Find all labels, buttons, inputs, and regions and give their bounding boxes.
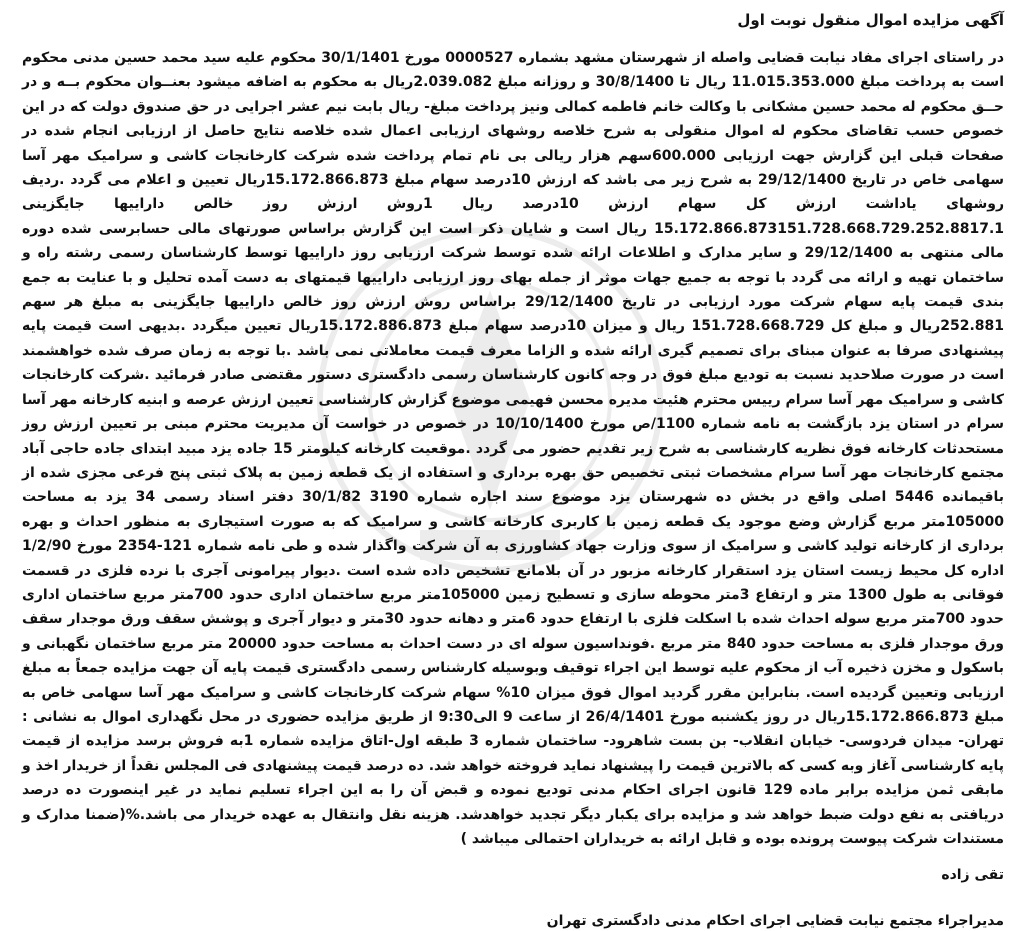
signer-name: تقی زاده (941, 867, 1004, 884)
notice-title: آگهی مزایده اموال منقول نوبت اول (737, 11, 1004, 29)
signer-title: مدیراجراء مجتمع نیابت قضایی اجرای احکام مدنی دادگستری تهران (546, 913, 1004, 930)
notice-body: در راستای اجرای مفاد نیابت قضایی واصله از شهرستان مشهد بشماره 0000527 مورخ 30/1/1401 محکوم علیه سید محمد حسین مدنی محکوم است به پرداخت مبلغ 11.015.353.000 ریال تا 30/8/1400 و روزانه مبلغ 2.039.082ریال به محکوم به اضافه میشود بعنــوان محکوم بــه و در حــق محکوم له محمد حسین مشکانی با وکالت خانم فاطمه کمالی ونیز پرداخت مبلغ- ریال بابت نیم عشر اجرایی در حق صندوق دولت که در این خصوص حسب تقاضای محکوم له اموال منقولی به شرح خلاصه روشهای ارزیابی اعمال شده خلاصه نتایج حاصل از ارزیابی انجام شده در صفحات قبلی این گزارش جهت ارزیابی 600.000سهم هزار ریالی بی نام تمام پرداخت شده شرکت کارخانجات کاشی و سرامیک مهر آسا سهامی خاص در تاریخ 29/12/1400 به شرح زیر می باشد که ارزش 10درصد سهام مبلغ 15.172.866.873ریال تعیین و اعلام می گردد .ردیف روشهای یاداشت ارزش کل سهام ارزش 10درصد ریال 1روش ارزش روز خالص داراییها جایگزینی 15.172.866.873151.728.668.729.252.8817.1 ریال است و شایان ذکر است این گزارش براساس صورتهای مالی حسابرسی شده دوره مالی منتهی به 29/12/1400 و سایر مدارک و اطلاعات ارائه شده توسط شرکت ارزیابی روز داراییها توسط کارشناسان رسمی رشته راه و ساختمان تهیه و ارائه می گردد با توجه به جمیع جهات موثر از جمله بهای روز ارزیابی داراییها قیمتهای به دست آمده تحلیل و با عنایت به جمع بندی قیمت پایه سهام شرکت مورد ارزیابی در تاریخ 29/12/1400 براساس روش ارزش روز خالص داراییها جایگزینی به مبلغ هر سهم 252.881ریال و مبلغ کل 151.728.668.729 ریال و میزان 10درصد سهام مبلغ 15.172.886.873ریال تعیین میگردد .بدیهی است قیمت پایه پیشنهادی صرفا به عنوان مبنای برای تصمیم گیری ارائه شده و الزاما معرف قیمت معاملاتی نمی باشد .با توجه به زمان صرف شده خواهشمند است در صورت صلاحدید نسبت به تودیع مبلغ فوق در وجه کانون کارشناسان رسمی دادگستری دستور مقتضی صادر فرمائید .شرکت کارخانجات کاشی و سرامیک مهر آسا سرام رییس محترم هئیت مدیره محسن فهیمی موضوع گزارش کارشناسی تعیین ارزش عرصه و ابنیه کارخانه مهر آسا سرام در استان یزد بازگشت به نامه شماره 1100/ص مورخ 10/10/1400 در خصوص در خواست آن مدیریت محترم مبنی بر تعیین ارزش روز مستحدثات کارخانه فوق نظریه کارشناسی به شرح زیر تقدیم حضور می گردد .موقعیت کارخانه کیلومتر 15 جاده یزد مبید ابتدای جاده حاجی آباد مجتمع کارخانجات مهر آسا سرام مشخصات ثبتی تخصیص حق بهره برداری و استفاده از یک قطعه زمین به پلاک ثبتی پنج فرعی مجزی شده از باقیمانده 5446 اصلی واقع در بخش ده شهرستان یزد موضوع سند اجاره شماره 3190 30/1/82 دفتر اسناد رسمی 34 یزد به مساحت 105000متر مربع گزارش وضع موجود یک قطعه زمین با کاربری کارخانه کاشی و سرامیک که به صورت استیجاری به منظور احداث و بهره برداری از کارخانه تولید کاشی و سرامیک از سوی وزارت جهاد کشاورزی به آن شرکت واگذار شده و طی نامه شماره 121-2354 مورخ 1/2/90 اداره کل محیط زیست استان یزد استقرار کارخانه مزبور در آن بلامانع تشخیص داده شده است .دیوار پیرامونی آجری با نرده فلزی در قسمت فوقانی به طول 1300 متر و ارتفاع 3متر محوطه سازی و تسطیح زمین 105000متر مربع ساختمان اداری حدود 700متر مربع ساختمان اداری حدود 700متر مربع سوله احداث شده با اسکلت فلزی با ارتفاع حدود 6متر و دهانه حدود 30متر و دیوار آجری و پوشش سقف ورق موجدار سقف ورق موجدار فلزی به مساحت حدود 840 متر مربع .فونداسیون سوله ای در دست احداث به مساحت حدود 20000 متر مربع ساختمان نگهبانی و باسکول و مخزن ذخیره آب از محکوم علیه توسط این اجراء توقیف وبوسیله کارشناس رسمی دادگستری قیمت پایه آن جهت مزایده جمعاً به مبلغ ارزیابی وتعیین گردیده است. بنابراین مقرر گردید اموال فوق میزان 10% سهام شرکت کارخانجات کاشی و سرامیک مهر آسا سهامی خاص به مبلغ 15.172.866.873ریال در روز یکشنبه مورخ 26/4/1401 از ساعت 9 الی9:30 از طریق مزایده حضوری در محل نگهداری اموال به نشانی : تهران- میدان فردوسی- خیابان انقلاب- بن بست شاهرود- ساختمان شماره 3 طبقه اول-اتاق مزایده شماره 1به فروش برسد مزایده از قیمت پایه کارشناسی آغاز وبه کسی که بالاترین قیمت را پیشنهاد نماید فروخته خواهد شد. ده درصد قیمت پیشنهادی فی المجلس نقداً از خریدار اخذ و مابقی ثمن مزایده برابر ماده 129 قانون اجرای احکام مدنی تودیع نموده و قبض آن را به این اجراء تسلیم نماید در غیر اینصورت ده درصد دریافتی به نفع دولت ضبط خواهد شد و مزایده برای یکبار دیگر تجدید خواهدشد. هزینه نقل وانتقال به عهده خریدار می باشد.%(ضمنا مدارک و مستندات شرکت پیوست پرونده بوده و قابل ارائه به خریداران احتمالی میباشد ) (22, 50, 1005, 847)
